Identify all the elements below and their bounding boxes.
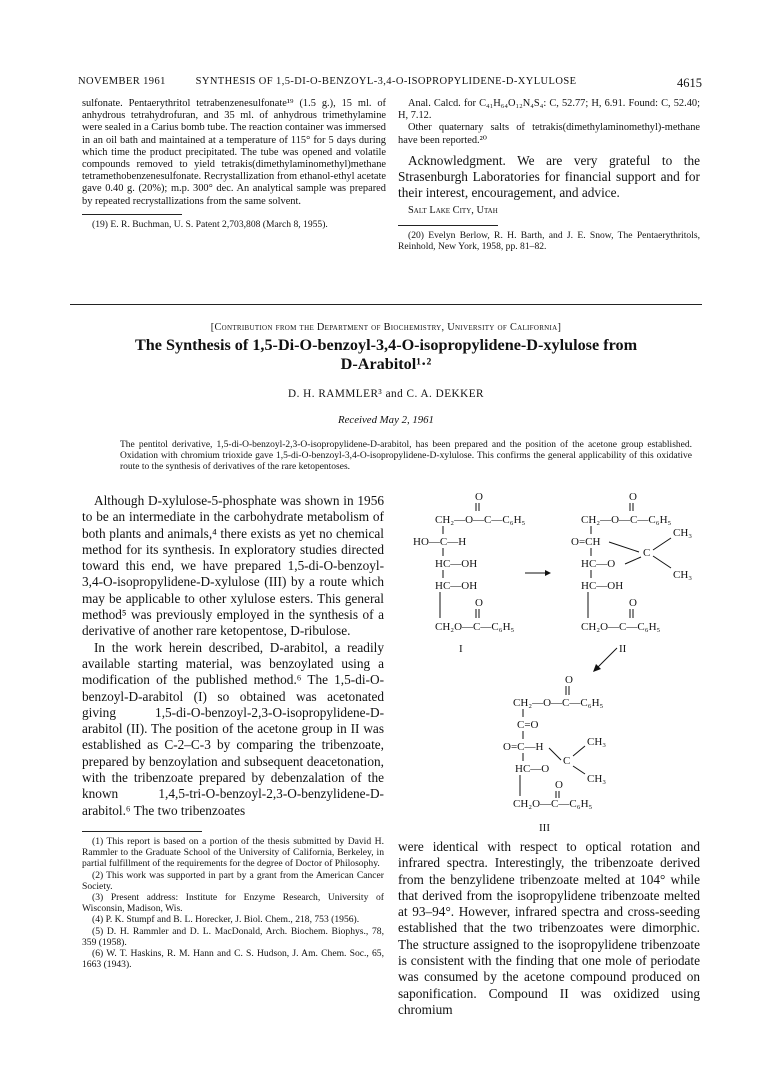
- contribution-line: [Contribution from the Department of Biochemistry, University of California]: [210, 322, 562, 333]
- methyl-group: CH₃: [673, 569, 693, 581]
- compound-III-row-4: HC—O: [515, 763, 550, 775]
- compound-III-row-1: CH₂—O—C—C₆H₅: [513, 697, 604, 709]
- other-salts-text: Other quaternary salts of tetrakis(dimethylaminomethyl)-methane have been reported.²⁰: [398, 122, 700, 146]
- acknowledgment: Acknowledgment. We are very grateful to the Strasenburgh Laboratories for financial support and for their interest, encouragement, and advice.: [398, 152, 700, 201]
- authors: D. H. RAMMLER³ and C. A. DEKKER: [288, 388, 484, 400]
- compound-II-row-1: CH₂—O—C—C₆H₅: [581, 514, 672, 526]
- compound-II-row-2: O=CH: [571, 536, 601, 548]
- reaction-arrow: [597, 648, 617, 668]
- body-paragraph-1: Although D-xylulose-5-phosphate was shown in 1956 to be an intermediate in the carbohydrate metabolism of both plants and animals,⁴ there exists as yet no chemical method for its synthesis. In exploratory studies directed toward this end, we have prepared 1,5-di-O-benzoyl-3,4-O-isopropylidene-D-xylulose (III) by a route which may be applicable to other xylulose esters. This general method⁵ was previously employed in the synthesis of a derivative of another rare ketopentose, D-ribulose.: [82, 493, 384, 639]
- prev-article-right: [398, 98, 700, 252]
- methyl-group: CH₃: [673, 527, 693, 539]
- compound-III-row-5: CH₂O—C—C₆H₅: [513, 798, 593, 810]
- page-number: 4615: [677, 76, 702, 90]
- footnote-20: (20) Evelyn Berlow, R. H. Barth, and J. E. Snow, The Pentaerythritols, Reinhold, New York, 1958, pp. 81–82.: [398, 229, 700, 253]
- header-date: NOVEMBER 1961: [78, 76, 166, 87]
- compound-I-row-4: HC—OH: [435, 580, 478, 592]
- abstract: The pentitol derivative, 1,5-di-O-benzoyl-2,3-O-isopropylidene-D-arabitol, has been prepared and the position of the acetone group established. Oxidation with chromium trioxide gave 1,5-di-O-benzoyl-3,4-O-isopropylidene-D-xylulose. This confirms the general applicability of this oxidative route to the synthesis of derivatives of the rare ketopentoses.: [120, 440, 692, 473]
- carbonyl-oxygen: O: [475, 597, 483, 609]
- running-header: [70, 76, 702, 92]
- carbonyl-oxygen: O: [475, 491, 483, 503]
- compound-III-row-3: O=C—H: [503, 741, 544, 753]
- reaction-scheme: [395, 490, 707, 834]
- compound-III: [503, 674, 606, 810]
- ketal-carbon: C: [563, 755, 571, 767]
- compound-II-row-4: HC—OH: [581, 580, 624, 592]
- compound-I-row-1: CH₂—O—C—C₆H₅: [435, 514, 526, 526]
- carbonyl-oxygen: O: [555, 779, 563, 791]
- footnote-5: (5) D. H. Rammler and D. L. MacDonald, Arch. Biochem. Biophys., 78, 359 (1958).: [82, 925, 384, 948]
- compound-II-row-3: HC—O: [581, 558, 616, 570]
- footnote-6: (6) W. T. Haskins, R. M. Hann and C. S. Hudson, J. Am. Chem. Soc., 65, 1663 (1943).: [82, 948, 384, 971]
- carbonyl-oxygen: O: [565, 674, 573, 686]
- compound-III-label: III: [539, 822, 550, 834]
- carbonyl-oxygen: O: [629, 597, 637, 609]
- footnote-rule: [82, 214, 182, 215]
- methyl-group: CH₃: [587, 736, 607, 748]
- compound-I: [413, 491, 526, 655]
- header-title: SYNTHESIS OF 1,5-DI-O-BENZOYL-3,4-O-ISOPROPYLIDENE-D-XYLULOSE: [195, 76, 577, 87]
- section-divider: [70, 304, 702, 305]
- analysis-text: Anal. Calcd. for C₄₁H₆₄O₁₂N₄S₄: C, 52.77; H, 6.91. Found: C, 52.40; H, 7.12.: [398, 98, 700, 122]
- ketal-carbon: C: [643, 547, 651, 559]
- footnote-1: (1) This report is based on a portion of the thesis submitted by David H. Rammler to the Graduate School of the University of California, Berkeley, in partial fulfillment of the requirements for the degree of Doctor of Philosophy.: [82, 836, 384, 870]
- footnote-rule: [82, 831, 202, 832]
- compound-II-row-5: CH₂O—C—C₆H₅: [581, 621, 661, 633]
- body-paragraph-2: In the work herein described, D-arabitol, a readily available starting material, was benzoylated using a modification of the published method.⁶ The 1,5-di-O-benzoyl-D-arabitol (I) so obtained was acetonated giving 1,5-di-O-benzoyl-2,3-O-isopropylidene-D-arabitol (II). The position of the acetone group in II was established as C-2–C-3 by comparing the tribenzoate, prepared by benzoylation and subsequent deacetonation, with the tribenzoate prepared by debenzalation of the known 1,4,5-tri-O-benzoyl-2,3-O-benzylidene-D-arabitol.⁶ The two tribenzoates: [82, 639, 384, 818]
- body-right: [398, 839, 700, 1018]
- compound-I-row-3: HC—OH: [435, 558, 478, 570]
- footnote-4: (4) P. K. Stumpf and B. L. Horecker, J. Biol. Chem., 218, 753 (1956).: [92, 914, 360, 926]
- compound-III-row-2: C=O: [517, 719, 539, 731]
- compound-I-row-5: CH₂O—C—C₆H₅: [435, 621, 515, 633]
- footnote-19: (19) E. R. Buchman, U. S. Patent 2,703,808 (March 8, 1955).: [92, 218, 328, 230]
- prev-article-paragraph: sulfonate. Pentaerythritol tetrabenzenesulfonate¹⁹ (1.5 g.), 15 ml. of anhydrous tetrahydrofuran, and 35 ml. of anhydrous trimethylamine were sealed in a Carius bomb tube. The reaction container was immersed in an oil bath and maintained at a temperature of 115° for 5 days during which time the product precipitated. The tube was opened and volatile compounds removed to yield tetrakis(dimethylaminomethyl)methane tetramethobenzenesulfonate. Recrystallization from ethanol-ethyl acetate gave 0.40 g. (20%); m.p. 300° dec. An analytical sample was prepared by repeated recrystallizations from the same solvent.: [82, 98, 386, 207]
- footnote-2: (2) This work was supported in part by a grant from the American Cancer Society.: [82, 869, 384, 892]
- reaction-scheme-svg: [395, 490, 707, 820]
- article-title: [70, 336, 702, 374]
- compound-I-label: I: [459, 643, 463, 655]
- prev-article-left: [82, 98, 386, 230]
- received-date: Received May 2, 1961: [338, 414, 434, 426]
- carbonyl-oxygen: O: [629, 491, 637, 503]
- location: Salt Lake City, Utah: [408, 204, 498, 216]
- compound-I-row-2: HO—C—H: [413, 536, 467, 548]
- compound-II-label: II: [619, 643, 627, 655]
- footnotes: [82, 836, 384, 970]
- body-left: [82, 493, 384, 819]
- title-line-2: D-Arabitol¹·²: [340, 355, 432, 373]
- body-paragraph-3: were identical with respect to optical rotation and infrared spectra. Interestingly, the tribenzoate derived from the benzylidene tribenzoate melted at 104° while that derived from the isopropylidene tribenzoate melted at 93–94°. However, infrared spectra and cross-seeding established that the two tribenzoates were dimorphic. The structure assigned to the isopropylidene tribenzoate is consistent with the finding that one mole of periodate was consumed by the acetone compound produced on saponification. Compound II was oxidized using chromium: [398, 839, 700, 1017]
- title-line-1: The Synthesis of 1,5-Di-O-benzoyl-3,4-O-isopropylidene-D-xylulose from: [134, 336, 638, 354]
- methyl-group: CH₃: [587, 773, 607, 785]
- footnote-3: (3) Present address: Institute for Enzyme Research, University of Wisconsin, Madison, Wis.: [82, 892, 384, 915]
- footnote-rule: [398, 225, 498, 226]
- compound-II: [571, 491, 692, 655]
